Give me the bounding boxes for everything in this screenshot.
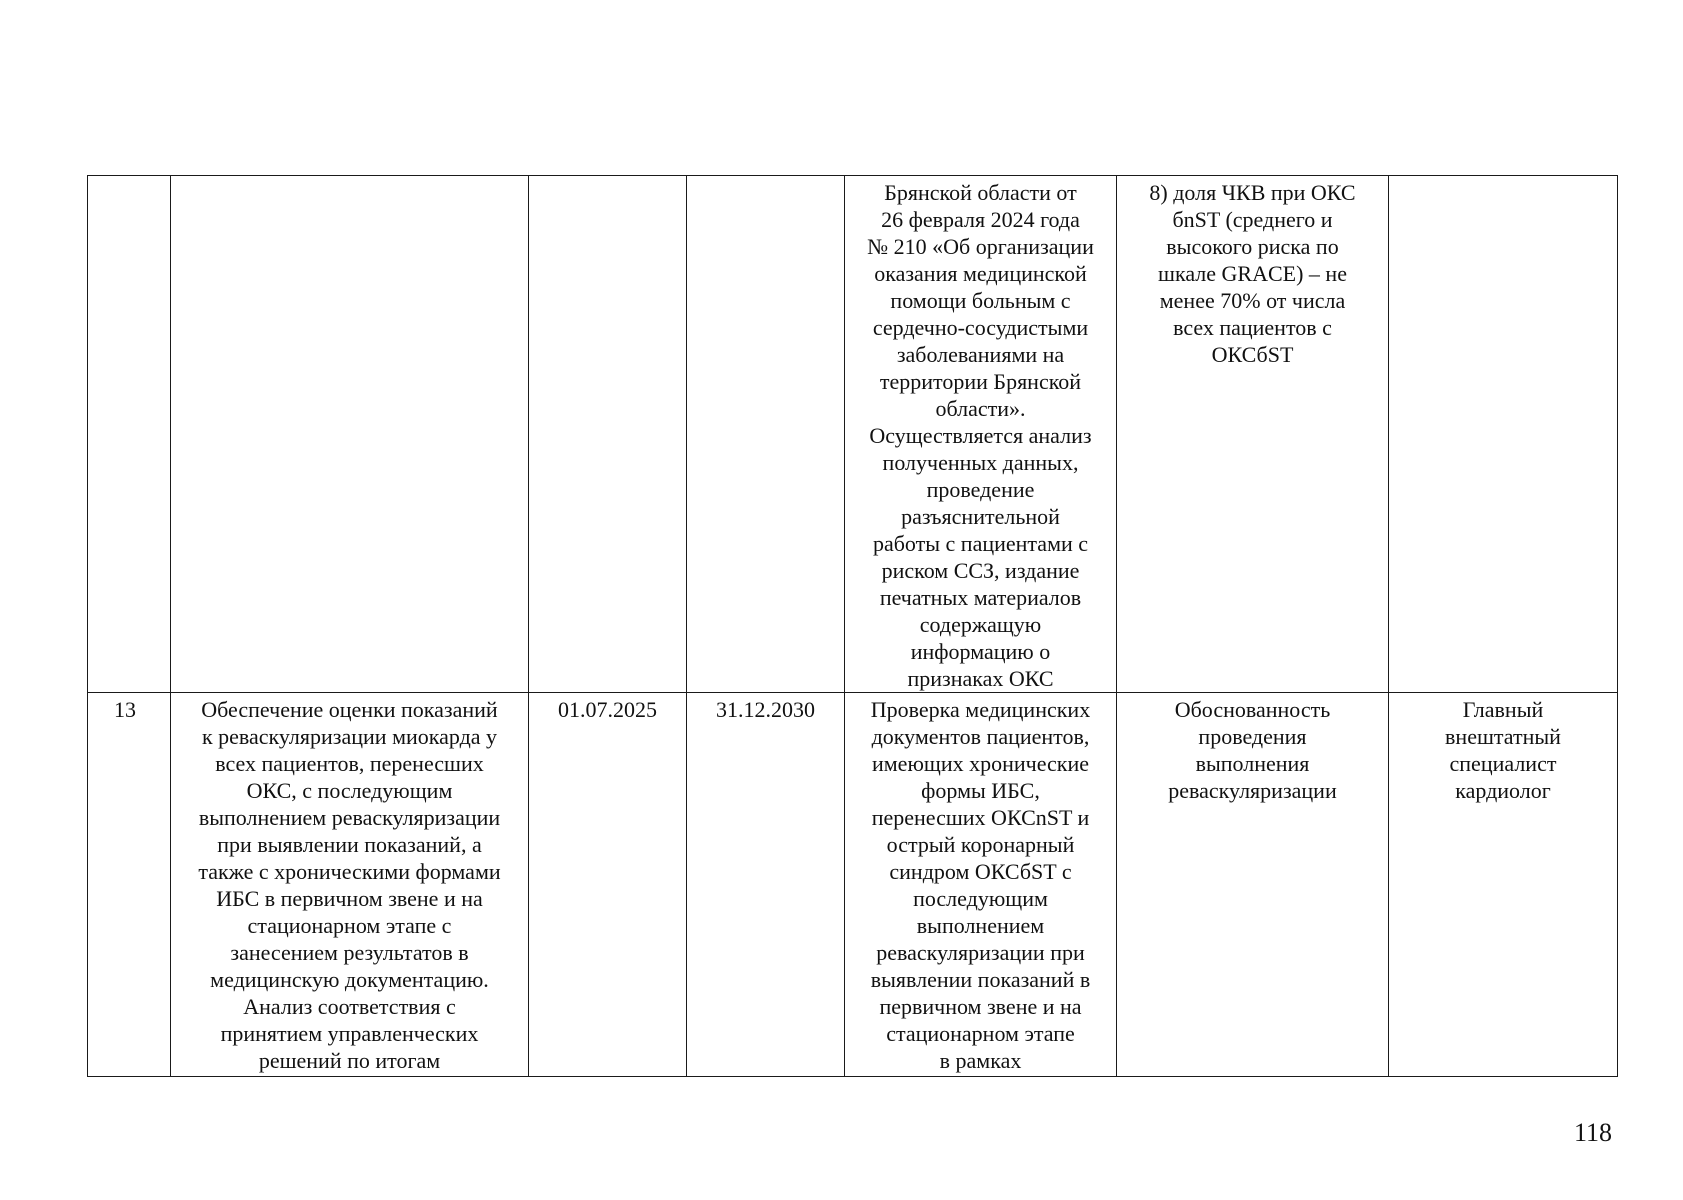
event-cell xyxy=(171,176,529,693)
plan-table xyxy=(87,175,1618,1077)
end-date xyxy=(687,176,844,179)
event-text: Обеспечение оценки показаний к реваскуляризации миокарда у всех пациентов, перенесших ОКС, с последующим выполнением реваскуляризации при выявлении показаний, а также с хроническими формами ИБС в первичном звене и на стационарном этапе с занесением результатов в медицинскую документацию. Анализ соответствия с принятием управленческих решений по итогам xyxy=(198,697,501,1073)
end-date-cell xyxy=(687,176,845,693)
end-date: 31.12.2030 xyxy=(716,697,815,722)
responsible-text xyxy=(1389,176,1617,179)
responsible-cell xyxy=(1389,176,1618,693)
page-number: 118 xyxy=(1573,1118,1612,1147)
description-text: Проверка медицинских документов пациентов, имеющих хронические формы ИБС, перенесших ОКСnST и острый коронарный синдром ОКСбST с последующим выполнением реваскуляризации при выявлении показаний в первичном звене и на стационарном этапе в рамках xyxy=(870,697,1091,1073)
indicator-cell xyxy=(1117,693,1389,1077)
start-date-cell xyxy=(529,176,687,693)
row-number: 13 xyxy=(114,697,136,722)
start-date: 01.07.2025 xyxy=(558,697,657,722)
event-cell xyxy=(171,693,529,1077)
responsible-text: Главный внештатный специалист кардиолог xyxy=(1445,697,1561,803)
end-date-cell xyxy=(687,693,845,1077)
description-text: Брянской области от 26 февраля 2024 года № 210 «Об организации оказания медицинской помощи больным с сердечно-сосудистыми заболеваниями на территории Брянской области». Осуществляется анализ полученных данных, проведение разъяснительной работы с пациентами с риском ССЗ, издание печатных материалов содержащую информацию о признаках ОКС xyxy=(867,180,1094,691)
indicator-text: Обоснованность проведения выполнения реваскуляризации xyxy=(1168,697,1337,803)
event-text xyxy=(171,176,528,179)
start-date-cell xyxy=(529,693,687,1077)
indicator-text: 8) доля ЧКВ при ОКС бnST (среднего и высокого риска по шкале GRACE) – не менее 70% от числа всех пациентов с ОКСбST xyxy=(1149,180,1356,367)
description-cell xyxy=(845,693,1117,1077)
table-row-continuation xyxy=(88,176,1618,693)
start-date xyxy=(529,176,686,179)
description-cell xyxy=(845,176,1117,693)
row-number-cell xyxy=(88,176,171,693)
indicator-cell xyxy=(1117,176,1389,693)
row-number-cell xyxy=(88,693,171,1077)
row-number xyxy=(88,176,170,179)
table-row-13 xyxy=(88,693,1618,1077)
responsible-cell xyxy=(1389,693,1618,1077)
